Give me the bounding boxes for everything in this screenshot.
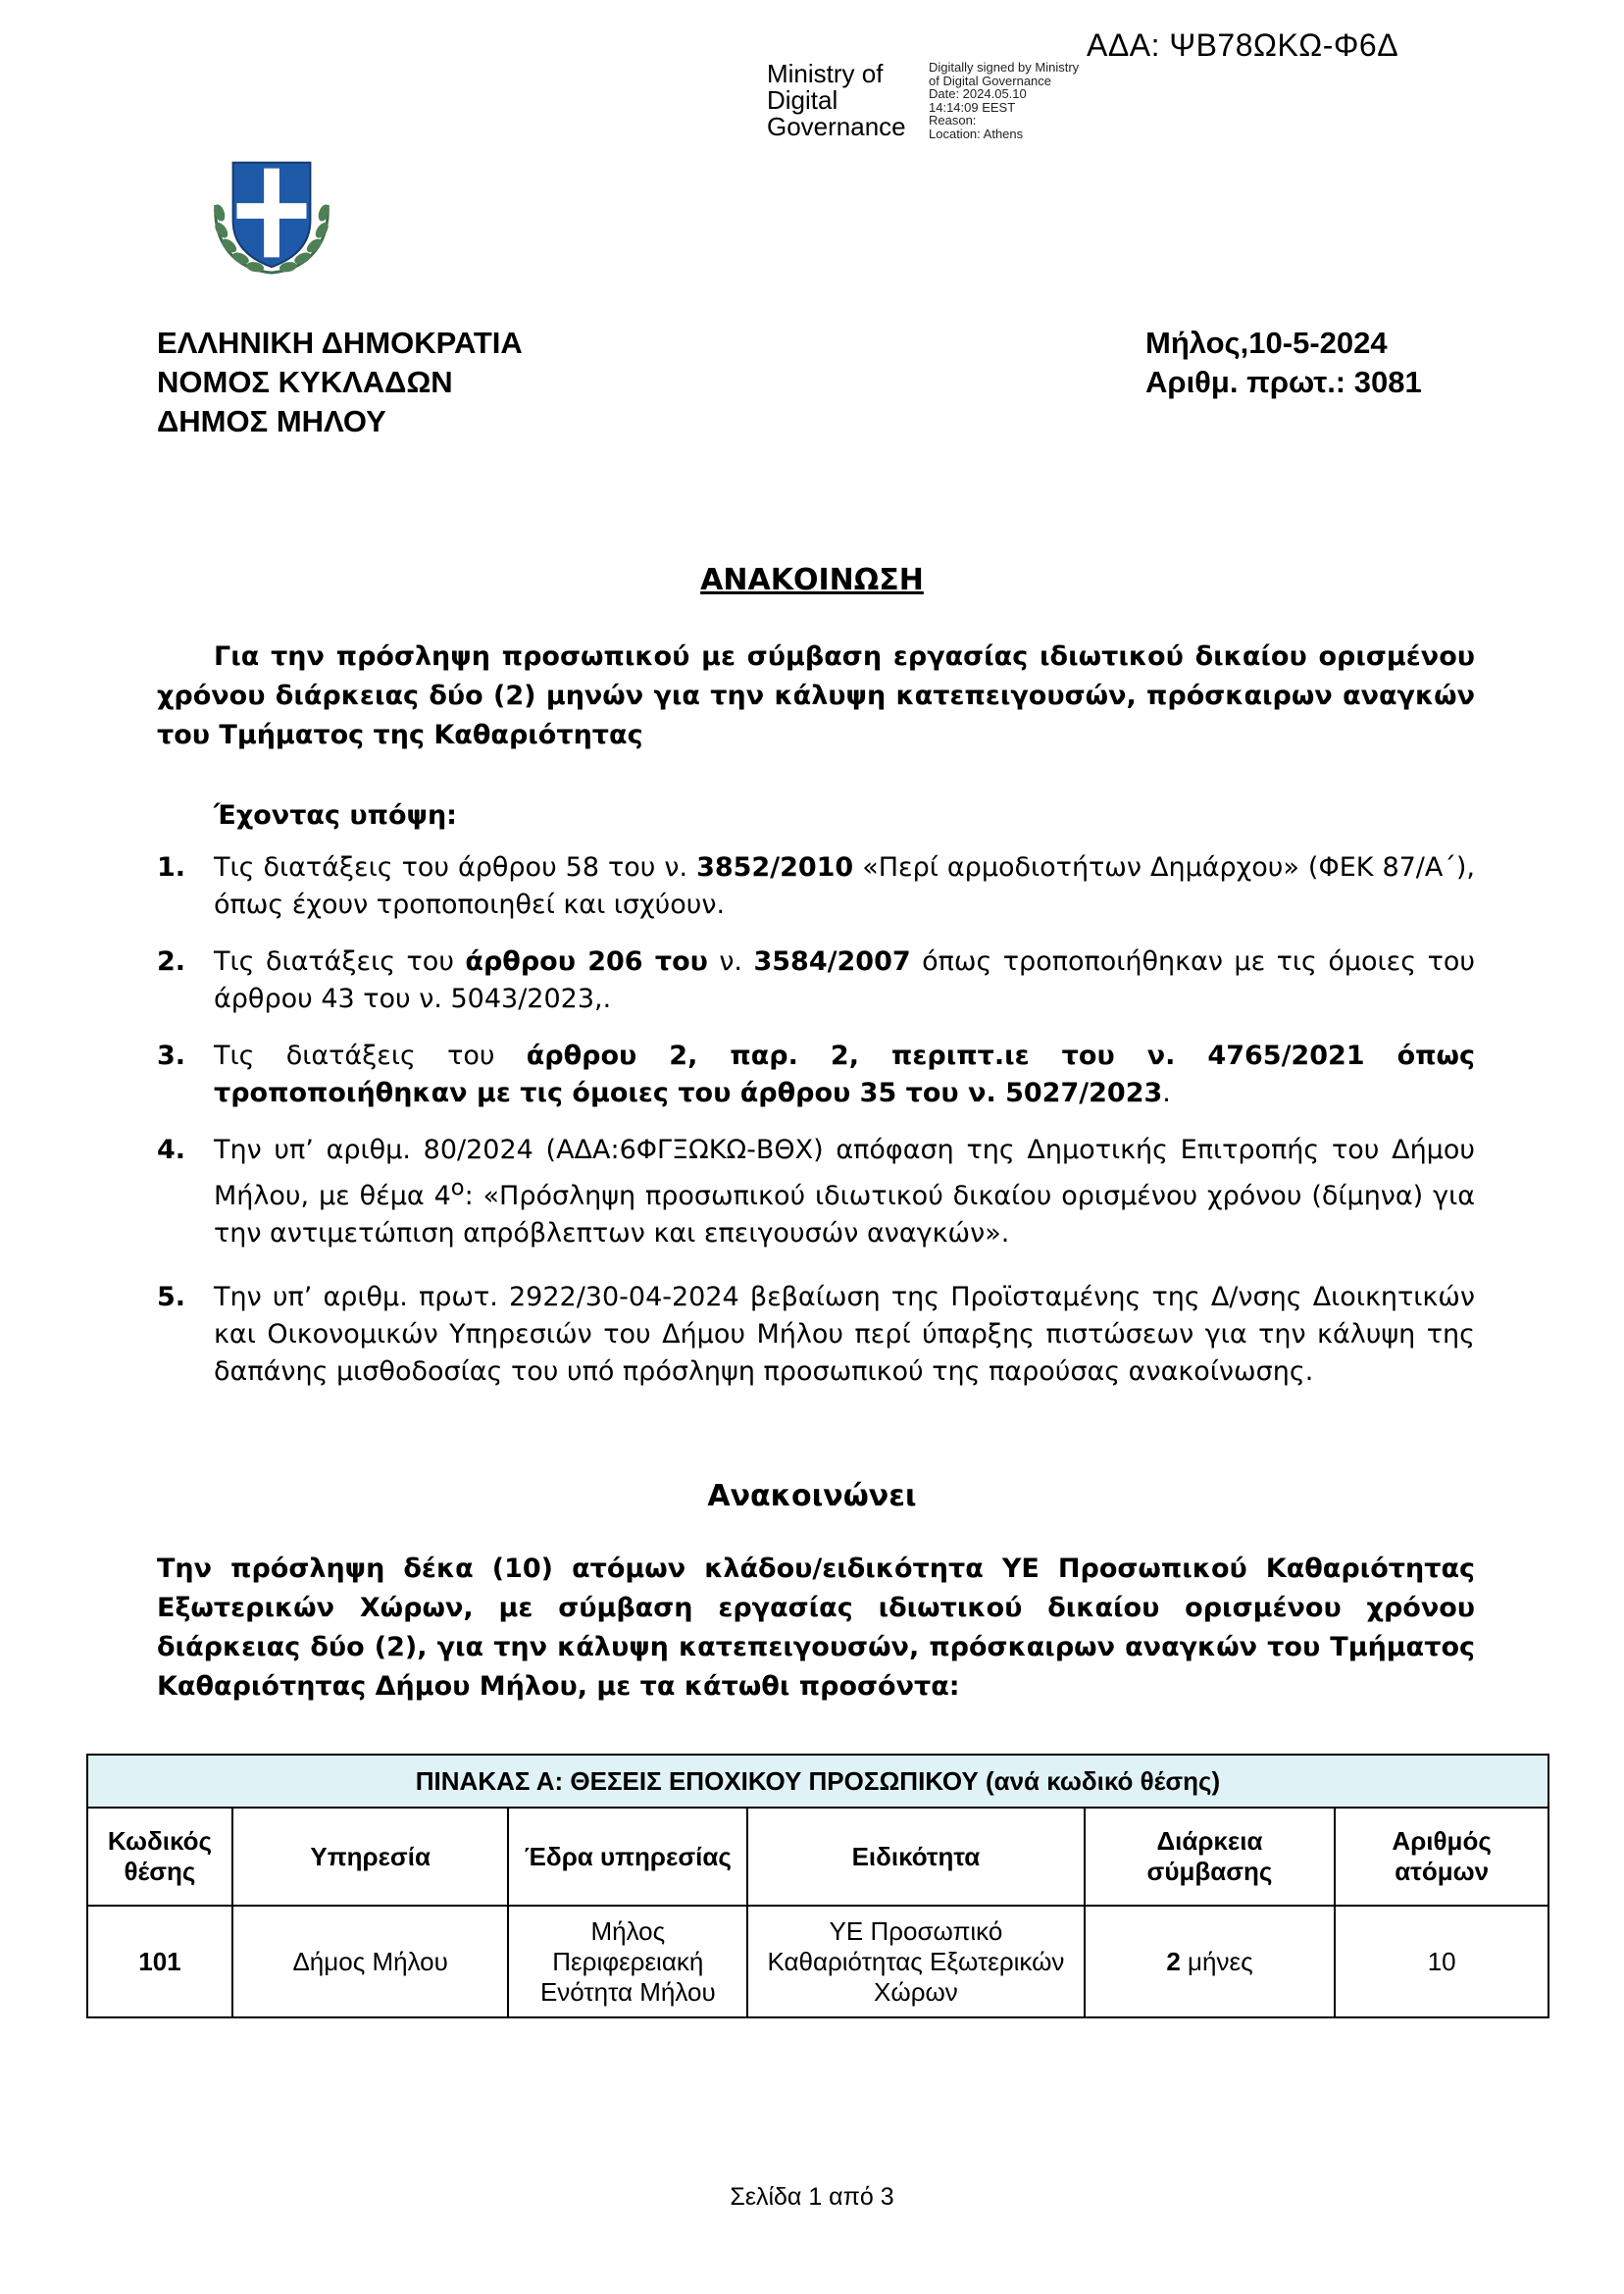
duration-number: 2	[1166, 1946, 1181, 1976]
list-item-number: 2.	[157, 946, 186, 977]
issuer-header	[157, 324, 523, 441]
issuer-line: ΝΟΜΟΣ ΚΥΚΛΑΔΩΝ	[157, 365, 453, 399]
text-run: ν.	[707, 946, 754, 977]
bold-text-run: άρθρου 2, παρ. 2, περιπτ.ιε του ν. 4765/2021 όπως τροποποιήθηκαν με τις όμοιες του άρθρου 35 του ν. 5027/2023	[214, 1041, 1475, 1108]
signature-org-line: Digital	[767, 85, 838, 115]
bold-text-run: 3584/2007	[753, 946, 911, 977]
announce-paragraph: Την πρόσληψη δέκα (10) ατόμων κλάδου/ειδικότητα ΥΕ Προσωπικού Καθαριότητας Εξωτερικών Χώρων, με σύμβαση εργασίας ιδιωτικού δικαίου ορισμένου χρόνου διάρκειας δύο (2), για την κάλυψη κατεπειγουσών, πρόσκαιρων αναγκών του Τμήματος Καθαριότητας Δήμου Μήλου, με τα κάτωθι προσόντα:	[157, 1554, 1475, 1702]
superscript: ο	[450, 1175, 465, 1200]
list-item-text	[214, 1279, 1475, 1391]
text-run: .	[1162, 1078, 1171, 1108]
header-line: Υπηρεσία	[310, 1841, 431, 1871]
cell-seat	[508, 1906, 747, 2017]
header-line: Κωδικός	[107, 1826, 213, 1856]
signature-detail-line: 14:14:09 EEST	[929, 99, 1016, 115]
page-number: Σελίδα 1 από 3	[730, 2183, 894, 2211]
header-line: Ειδικότητα	[851, 1841, 981, 1871]
header-line: θέσης	[124, 1857, 196, 1886]
list-item-number: 3.	[157, 1041, 186, 1071]
list-item-text	[214, 943, 1475, 1018]
greek-emblem-icon	[204, 145, 339, 280]
list-item-text	[214, 1132, 1475, 1252]
cell-line: Μήλος	[590, 1915, 666, 1946]
ada-code: ΑΔΑ: ΨΒ78ΩΚΩ-Φ6Δ	[1087, 27, 1399, 63]
text-run: Την υπ’ αριθμ. πρωτ. 2922/30-04-2024 βεβαίωση της Προϊσταμένης της Δ/νσης Διοικητικών και Οικονομικών Υπηρεσιών του Δήμου Μήλου περί ύπαρξης πιστώσεων για την κάλυψη της δαπάνης μισθοδοσίας του υπό πρόσληψη προσωπικού της παρούσας ανακοίνωσης.	[214, 1282, 1475, 1387]
header-line: Αριθμός	[1392, 1826, 1492, 1856]
table-row	[87, 1906, 1548, 2017]
positions-table	[86, 1754, 1549, 2018]
protocol-number: Αριθμ. πρωτ.: 3081	[1145, 365, 1422, 399]
cell-persons: 10	[1335, 1906, 1548, 2017]
signature-detail-line: of Digital Governance	[929, 73, 1052, 88]
signature-organization	[767, 61, 906, 140]
signature-org-line: Governance	[767, 112, 906, 141]
list-item	[157, 1132, 1475, 1252]
duration-unit: μήνες	[1180, 1946, 1253, 1976]
header-seat	[508, 1808, 747, 1906]
signature-detail-line: Date: 2024.05.10	[929, 86, 1027, 101]
list-item	[157, 943, 1475, 1018]
list-item	[157, 849, 1475, 924]
signature-detail-line: Digitally signed by Ministry	[929, 60, 1080, 75]
bold-text-run: άρθρου 206 του	[465, 946, 708, 977]
cell-code: 101	[87, 1906, 232, 2017]
text-run: Τις διατάξεις του	[214, 1041, 527, 1071]
signature-org-line: Ministry of	[767, 59, 884, 88]
text-run: Τις διατάξεις του άρθρου 58 του ν.	[214, 852, 697, 883]
table-caption: ΠΙΝΑΚΑΣ Α: ΘΕΣΕΙΣ ΕΠΟΧΙΚΟΥ ΠΡΟΣΩΠΙΚΟΥ (ανά κωδικό θέσης)	[87, 1755, 1548, 1808]
cell-line: Χώρων	[874, 1976, 958, 2007]
list-item-number: 1.	[157, 852, 186, 883]
header-specialty	[747, 1808, 1084, 1906]
text-run: «Περί αρμοδιοτήτων Δημάρχου» (ΦΕΚ 87/Α΄), όπως έχουν τροποποιηθεί και ισχύουν.	[214, 852, 1475, 920]
text-run: Την υπ’ αριθμ. 80/2024 (ΑΔΑ:6ΦΓΞΩΚΩ-ΒΘΧ) απόφαση της Δημοτικής Επιτροπής του Δήμου Μήλου, με θέμα 4	[214, 1135, 1475, 1211]
announce-heading: Ανακοινώνει	[707, 1479, 917, 1513]
signature-details	[929, 61, 1079, 140]
intro-paragraph: Για την πρόσληψη προσωπικού με σύμβαση εργασίας ιδιωτικού δικαίου ορισμένου χρόνου διάρκειας δύο (2) μηνών για την κάλυψη κατεπειγουσών, πρόσκαιρων αναγκών του Τμήματος της Καθαριότητας	[157, 641, 1475, 750]
given-heading: Έχοντας υπόψη:	[214, 800, 457, 831]
table-caption-row	[87, 1755, 1548, 1808]
list-item	[157, 1038, 1475, 1112]
document-date: Μήλος,10-5-2024	[1145, 326, 1388, 360]
cell-line: Καθαριότητας Εξωτερικών	[767, 1946, 1065, 1976]
list-item	[157, 1279, 1475, 1391]
header-service	[232, 1808, 509, 1906]
list-item-number: 5.	[157, 1282, 186, 1312]
list-item-text	[214, 849, 1475, 924]
header-line: ατόμων	[1395, 1857, 1490, 1886]
bold-text-run: 3852/2010	[696, 852, 854, 883]
cell-specialty	[747, 1906, 1084, 2017]
header-persons	[1335, 1808, 1548, 1906]
signature-detail-line: Reason:	[929, 113, 977, 127]
table-header-row	[87, 1808, 1548, 1906]
cell-line: ΥΕ Προσωπικό	[829, 1915, 1003, 1946]
text-run: όπως τροποποιήθηκαν με τις όμοιες του άρθρου 43 του ν. 5043/2023,.	[214, 946, 1475, 1014]
cell-line: Ενότητα Μήλου	[539, 1976, 716, 2007]
text-run: : «Πρόσληψη προσωπικού ιδιωτικού δικαίου ορισμένου χρόνου (δίμηνα) για την αντιμετώπιση απρόβλεπτων και επειγουσών αναγκών».	[214, 1181, 1476, 1249]
issuer-line: ΔΗΜΟΣ ΜΗΛΟΥ	[157, 404, 386, 438]
header-line: σύμβασης	[1146, 1857, 1273, 1886]
cell-line: Περιφερειακή	[552, 1946, 704, 1976]
date-protocol-block	[1145, 324, 1422, 402]
list-item-text	[214, 1038, 1475, 1112]
header-line: Έδρα υπηρεσίας	[524, 1841, 732, 1871]
cell-service: Δήμος Μήλου	[232, 1906, 509, 2017]
text-run: Τις διατάξεις του	[214, 946, 466, 977]
document-title: ΑΝΑΚΟΙΝΩΣΗ	[700, 563, 924, 597]
signature-detail-line: Location: Athens	[929, 126, 1024, 141]
issuer-line: ΕΛΛΗΝΙΚΗ ΔΗΜΟΚΡΑΤΙΑ	[157, 326, 523, 360]
header-line: Διάρκεια	[1156, 1826, 1263, 1856]
cell-duration	[1085, 1906, 1336, 2017]
header-code	[87, 1808, 232, 1906]
header-duration	[1085, 1808, 1336, 1906]
list-item-number: 4.	[157, 1135, 186, 1165]
